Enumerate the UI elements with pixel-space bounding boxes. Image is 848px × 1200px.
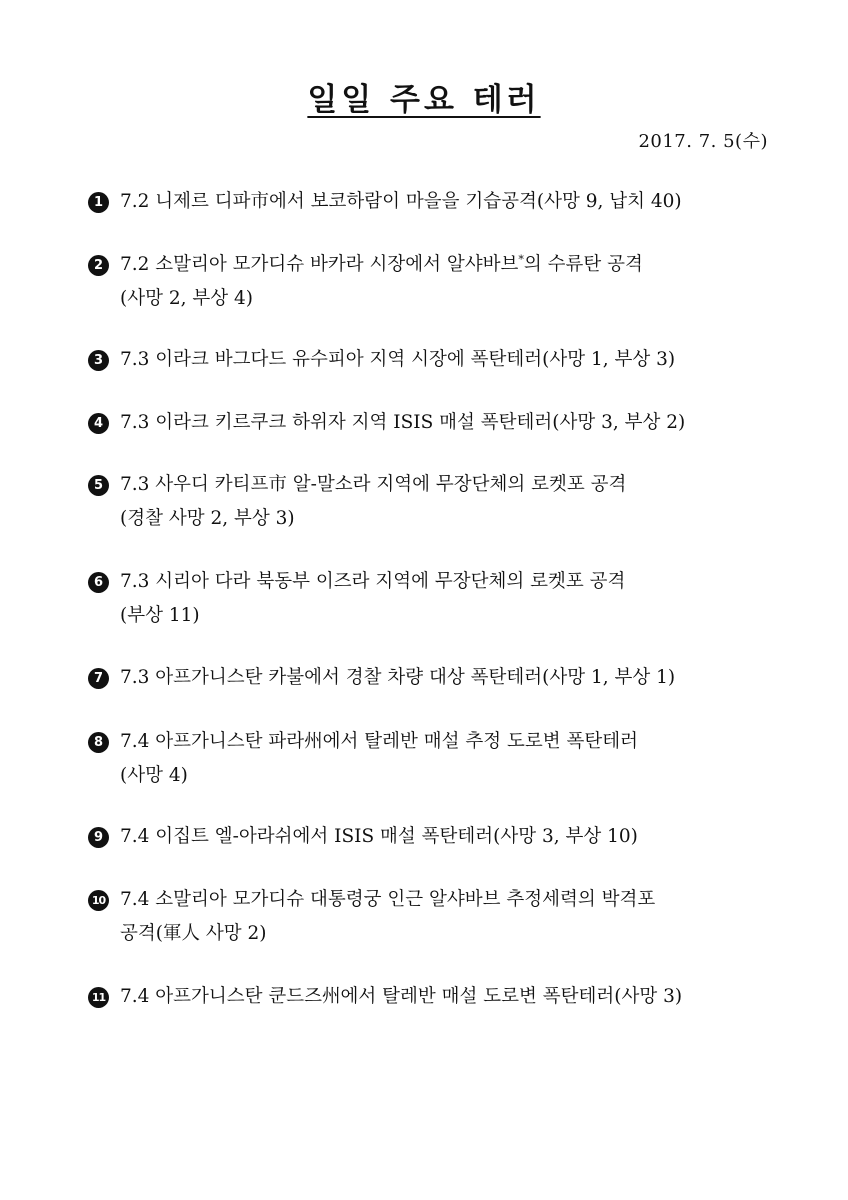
list-item [88,820,768,854]
item-text: 7.2 니제르 디파市에서 보코하람이 마을을 기습공격(사망 9, 납치 40) [120,191,682,212]
item-text-part: 7.2 소말리아 모가디슈 바카라 시장에서 알샤바브 [120,254,519,275]
page-title-text: 일일 주요 테러 [307,82,541,118]
item-number-badge: 1 [88,192,109,213]
item-number-badge: 11 [88,987,109,1008]
item-text: 7.4 아프가니스탄 파라州에서 탈레반 매설 추정 도로변 폭탄테러 [120,731,638,752]
list-item [88,661,768,695]
item-number-badge: 4 [88,413,109,434]
list-item [88,185,768,219]
item-text-continued: (사망 4) [120,765,188,786]
list-item [88,883,768,951]
item-text: 7.3 시리아 다라 북동부 이즈라 지역에 무장단체의 로켓포 공격 [120,571,626,592]
item-text: 7.3 이라크 키르쿠크 하위자 지역 ISIS 매설 폭탄테러(사망 3, 부상 2) [120,412,686,433]
list-item [88,248,768,316]
item-text: 7.4 이집트 엘-아라쉬에서 ISIS 매설 폭탄테러(사망 3, 부상 10) [120,826,638,847]
list-item [88,343,768,377]
list-item [88,406,768,440]
item-text: 7.3 사우디 카티프市 알-말소라 지역에 무장단체의 로켓포 공격 [120,474,627,495]
item-text: 7.3 이라크 바그다드 유수피아 지역 시장에 폭탄테러(사망 1, 부상 3) [120,349,676,370]
item-number-badge: 10 [88,890,109,911]
item-text-continued: (사망 2, 부상 4) [120,288,253,309]
report-date: 2017. 7. 5(수) [638,131,768,152]
item-number-badge: 5 [88,475,109,496]
item-text: 7.4 아프가니스탄 쿤드즈州에서 탈레반 매설 도로변 폭탄테러(사망 3) [120,986,683,1007]
item-text: 7.4 소말리아 모가디슈 대통령궁 인근 알샤바브 추정세력의 박격포 [120,889,656,910]
item-text [120,248,768,282]
item-number-badge: 3 [88,350,109,371]
page-title [0,74,848,119]
list-item [88,980,768,1014]
item-number-badge: 6 [88,572,109,593]
item-text: 7.3 아프가니스탄 카불에서 경찰 차량 대상 폭탄테러(사망 1, 부상 1) [120,667,676,688]
list-item [88,468,768,536]
item-number-badge: 7 [88,668,109,689]
list-item [88,565,768,633]
item-text-continued: 공격(軍人 사망 2) [120,923,267,944]
item-text-continued: (경찰 사망 2, 부상 3) [120,508,295,529]
item-text-part: 의 수류탄 공격 [523,254,643,275]
item-text-continued: (부상 11) [120,605,200,626]
item-number-badge: 8 [88,732,109,753]
item-number-badge: 9 [88,827,109,848]
footnote-mark: * [518,252,524,266]
item-number-badge: 2 [88,255,109,276]
list-item [88,725,768,793]
